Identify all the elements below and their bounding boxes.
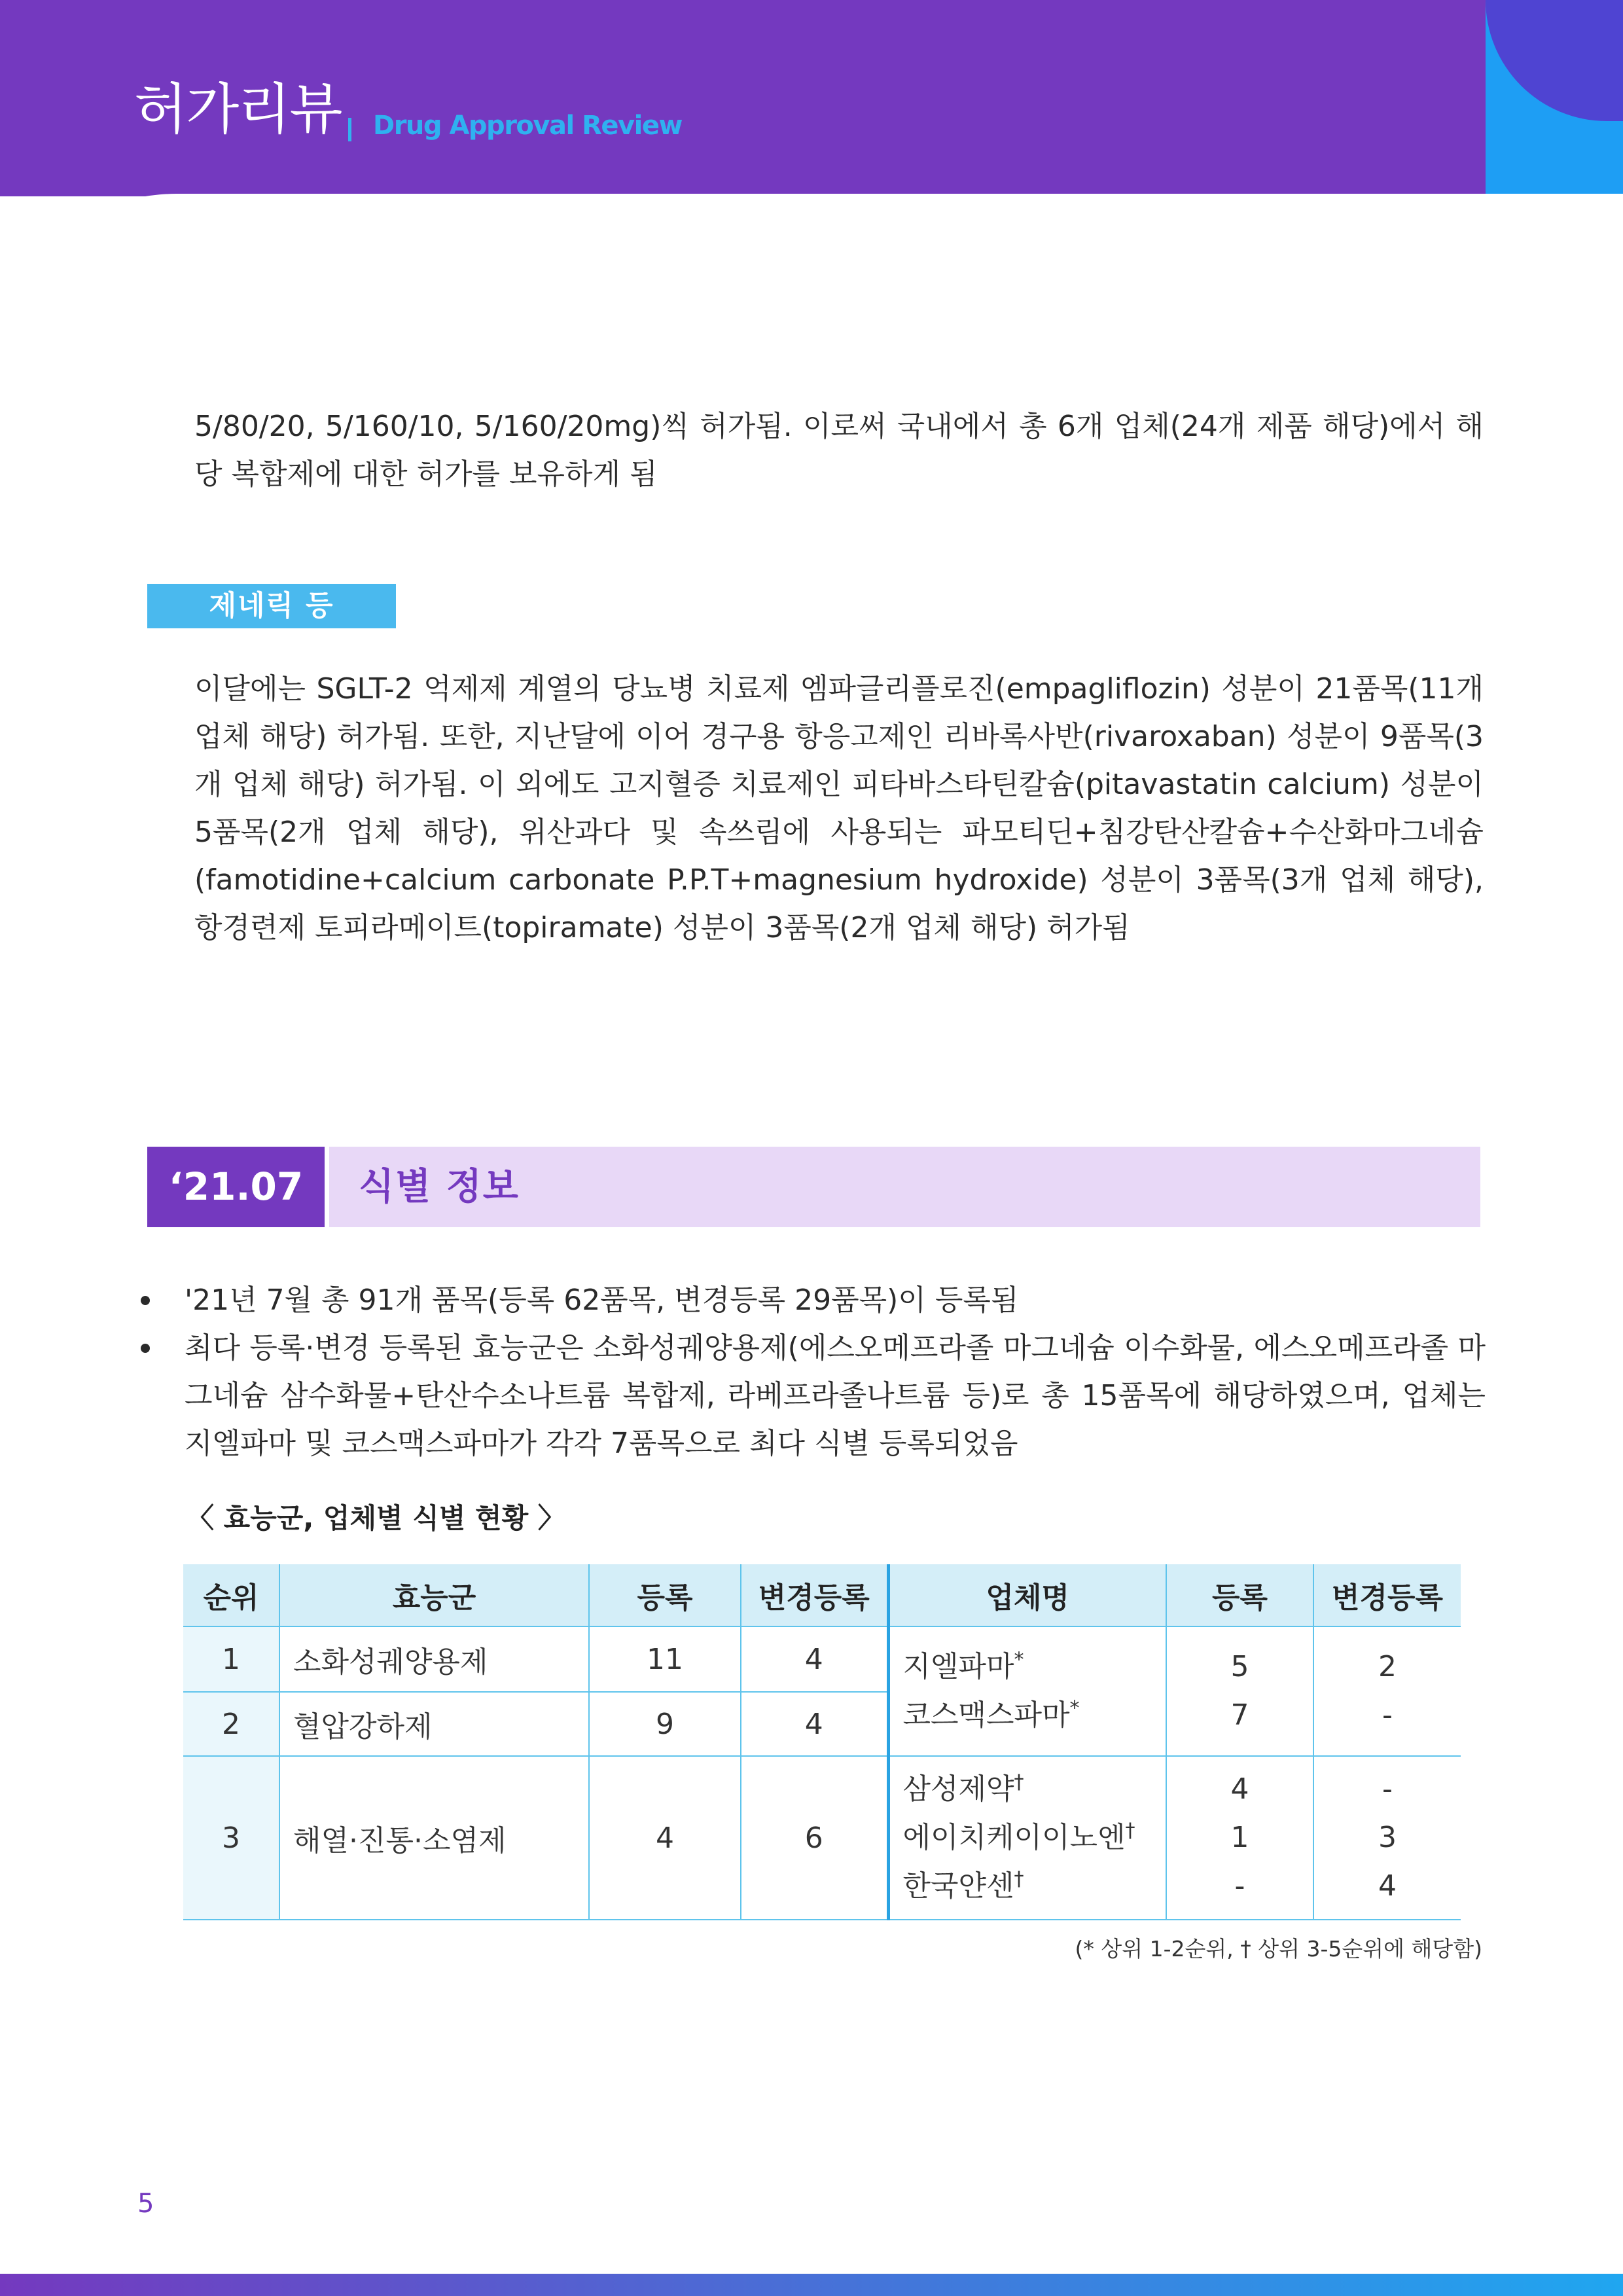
intro-paragraph: 5/80/20, 5/160/10, 5/160/20mg)씩 허가됨. 이로써 국내에서 총 6개 업체(24개 제품 해당)에서 해당 복합제에 대한 허가를 보유하게 됨 [194, 410, 1484, 491]
company-name: 에이치케이이노엔† [902, 1819, 1135, 1854]
cell-group: 혈압강하제 [279, 1692, 589, 1756]
cell-rank: 2 [183, 1692, 279, 1756]
cell-reg: 9 [589, 1692, 741, 1756]
corner-decoration-fill [1446, 0, 1486, 196]
cell-company-change-list: - 3 4 [1313, 1756, 1461, 1920]
header-reg: 등록 [589, 1564, 741, 1626]
table-row [183, 1756, 1461, 1920]
list-item [141, 1324, 1486, 1467]
cell-change: 4 [741, 1626, 888, 1692]
cell-group: 해열·진통·소염제 [279, 1756, 589, 1920]
company-name: 한국얀센† [902, 1867, 1024, 1903]
cell-company-list [888, 1756, 1166, 1920]
cell-reg: 11 [589, 1626, 741, 1692]
identification-table [183, 1564, 1461, 1920]
bullet-text: 최다 등록·변경 등록된 효능군은 소화성궤양용제(에스오메프라졸 마그네슘 이수화물, 에스오메프라졸 마그네슘 삼수화물+탄산수소나트륨 복합제, 라베프라졸나트륨 등)로 총 15품목에 해당하였으며, 업체는 지엘파마 및 코스맥스파마가 각각 7품목으로 최다 식별 등록되었음 [185, 1331, 1486, 1460]
bullet-list [141, 1276, 1486, 1467]
header-company: 업체명 [888, 1564, 1166, 1626]
bullet-icon [141, 1296, 150, 1305]
generic-paragraph: 이달에는 SGLT-2 억제제 계열의 당뇨병 치료제 엠파글리플로진(empagliflozin) 성분이 21품목(11개 업체 해당) 허가됨. 또한, 지난달에 이어 경구용 항응고제인 리바록사반(rivaroxaban) 성분이 9품목(3개 업체 해당) 허가됨. 이 외에도 고지혈증 치료제인 피타바스타틴칼슘(pitavastatin calcium) 성분이 5품목(2개 업체 해당), 위산과다 및 속쓰림에 사용되는 파모티딘+침강탄산칼슘+수산화마그네슘(famotidine+calcium carbonate P.P.T+magnesium hydroxide) 성분이 3품목(3개 업체 해당), 항경련제 토피라메이트(topiramate) 성분이 3품목(2개 업체 해당) 허가됨 [194, 672, 1484, 944]
bullet-text: '21년 7월 총 91개 품목(등록 62품목, 변경등록 29품목)이 등록됨 [185, 1283, 1019, 1317]
section-date: ‘21.07 [147, 1147, 325, 1227]
header-title: 허가리뷰 [134, 77, 342, 141]
table-row [183, 1626, 1461, 1692]
cell-rank: 1 [183, 1626, 279, 1692]
cell-company-reg-list: 5 7 [1166, 1626, 1313, 1756]
header-change: 변경등록 [741, 1564, 888, 1626]
section-title: 식별 정보 [359, 1166, 520, 1208]
table-header-row [183, 1564, 1461, 1626]
cell-company-reg-list: 4 1 - [1166, 1756, 1313, 1920]
footer-gradient-bar [0, 2274, 1623, 2296]
table-footnote: (* 상위 1-2순위, † 상위 3-5순위에 해당함) [1075, 1936, 1482, 1962]
cell-change: 6 [741, 1756, 888, 1920]
header-company-reg: 등록 [1166, 1564, 1313, 1626]
bullet-icon [141, 1344, 150, 1353]
company-name: 코스맥스파마* [902, 1696, 1080, 1732]
cell-reg: 4 [589, 1756, 741, 1920]
content-background [0, 194, 1623, 2296]
company-name: 삼성제약† [902, 1770, 1024, 1806]
cell-group: 소화성궤양용제 [279, 1626, 589, 1692]
company-name: 지엘파마* [902, 1648, 1024, 1683]
generic-badge: 제네릭 등 [147, 584, 396, 628]
cell-company-change-list: 2 - [1313, 1626, 1461, 1756]
cell-change: 4 [741, 1692, 888, 1756]
list-item [141, 1276, 1486, 1324]
header-group: 효능군 [279, 1564, 589, 1626]
header-subtitle: Drug Approval Review [373, 111, 682, 141]
cell-company-list [888, 1626, 1166, 1756]
table-caption: 〈 효능군, 업체별 식별 현황 〉 [187, 1502, 565, 1534]
header-company-change: 변경등록 [1313, 1564, 1461, 1626]
header-divider [348, 118, 351, 141]
cell-rank: 3 [183, 1756, 279, 1920]
header-rank: 순위 [183, 1564, 279, 1626]
page-number: 5 [137, 2189, 154, 2219]
